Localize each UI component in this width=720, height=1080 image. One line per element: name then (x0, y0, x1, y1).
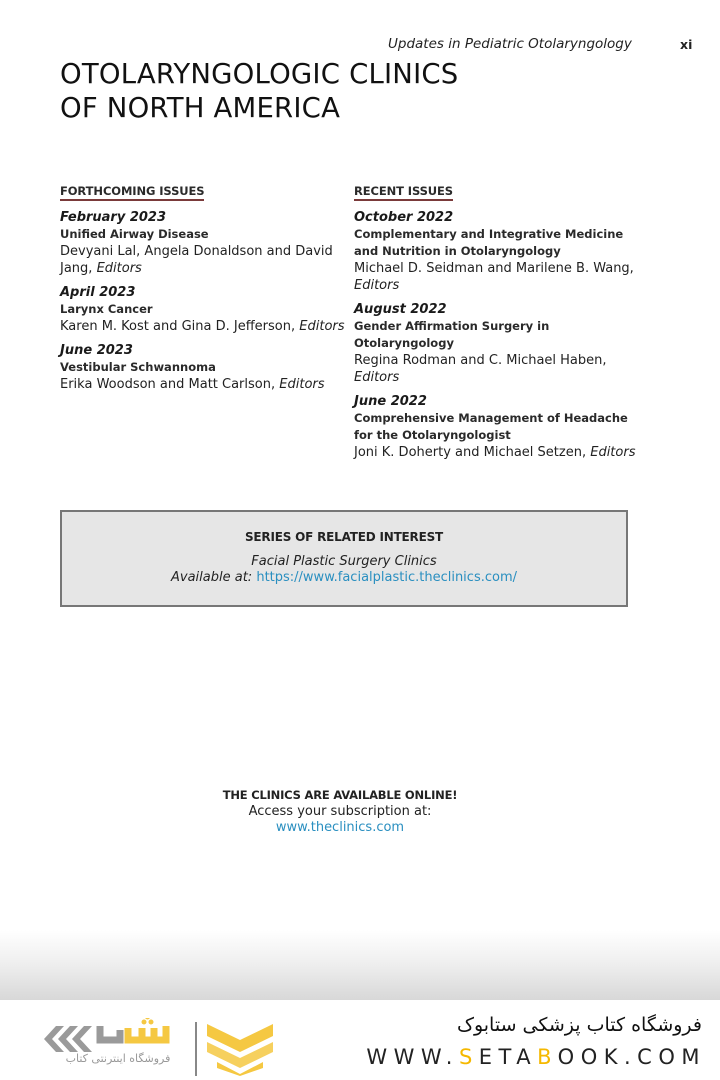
page-number: xi (680, 37, 693, 52)
journal-title-line1: OTOLARYNGOLOGIC CLINICS (60, 58, 459, 90)
related-series-name: Facial Plastic Surgery Clinics (251, 554, 437, 569)
related-heading: SERIES OF RELATED INTEREST (244, 530, 444, 544)
issue-date: August 2022 (354, 302, 447, 317)
issue-item (354, 209, 644, 294)
issue-editors (354, 260, 644, 294)
editors-label: Editors (299, 319, 345, 334)
issue-item (60, 342, 345, 393)
editor-names: Erika Woodson and Matt Carlson, (60, 377, 276, 392)
issue-date: June 2023 (60, 343, 133, 358)
issue-title: Unified Airway Disease (60, 227, 209, 241)
online-heading: THE CLINICS ARE AVAILABLE ONLINE! (222, 788, 458, 802)
store-footer-banner (0, 1000, 720, 1080)
issue-title: Complementary and Integrative Medicine and Nutrition in Otolaryngology (354, 227, 624, 258)
store-url[interactable] (366, 1045, 706, 1069)
editors-label: Editors (354, 278, 400, 293)
online-availability (0, 788, 680, 835)
logo-divider (195, 1022, 197, 1076)
issue-item (60, 209, 345, 277)
setabook-wordmark-icon (96, 1018, 216, 1052)
logo-subtitle: فروشگاه اینترنتی کتاب (65, 1052, 171, 1065)
issue-date: October 2022 (354, 210, 454, 225)
issue-date: April 2023 (60, 285, 136, 300)
url-part: OOK.COM (557, 1045, 706, 1069)
issue-title: Gender Affirmation Surgery in Otolaryngology (354, 319, 550, 350)
issue-editors (60, 376, 345, 393)
issue-editors (354, 352, 644, 386)
issue-title: Comprehensive Management of Headache for the Otolaryngologist (354, 411, 628, 442)
url-part: WWW. (366, 1045, 459, 1069)
editor-names: Regina Rodman and C. Michael Haben, (354, 353, 607, 368)
available-label: Available at: (171, 570, 253, 585)
editors-label: Editors (590, 445, 636, 460)
forthcoming-issues-column (60, 180, 345, 400)
issue-item (354, 393, 644, 461)
issue-item (354, 301, 644, 386)
editor-names: Karen M. Kost and Gina D. Jefferson, (60, 319, 296, 334)
related-availability (62, 570, 626, 585)
online-access-text: Access your subscription at: (248, 804, 432, 819)
page-bottom-shadow (0, 930, 720, 1000)
issue-item (60, 284, 345, 335)
editor-names: Joni K. Doherty and Michael Setzen, (354, 445, 587, 460)
issue-date: February 2023 (60, 210, 167, 225)
issue-date: June 2022 (354, 394, 427, 409)
url-accent-letter: B (537, 1045, 558, 1069)
issue-title: Vestibular Schwannoma (60, 360, 216, 374)
url-part: ETA (478, 1045, 538, 1069)
editor-names: Michael D. Seidman and Marilene B. Wang, (354, 261, 634, 276)
setabook-emblem-icon (205, 1022, 275, 1076)
running-head: Updates in Pediatric Otolaryngology (388, 36, 632, 52)
issue-title: Larynx Cancer (60, 302, 153, 316)
recent-heading: RECENT ISSUES (354, 184, 453, 201)
issue-editors (354, 444, 644, 461)
theclinics-link[interactable]: www.theclinics.com (275, 820, 405, 835)
editor-names: Devyani Lal, Angela Donaldson and David Jang, (60, 244, 333, 276)
editors-label: Editors (279, 377, 325, 392)
facialplastic-link[interactable]: https://www.facialplastic.theclinics.com/ (256, 570, 517, 585)
editors-label: Editors (354, 370, 400, 385)
journal-title (60, 57, 458, 125)
issue-editors (60, 318, 345, 335)
url-accent-letter: S (458, 1045, 479, 1069)
journal-title-line2: OF NORTH AMERICA (60, 92, 341, 124)
double-chevron-icon (36, 1024, 96, 1054)
editors-label: Editors (96, 261, 142, 276)
issue-editors (60, 243, 345, 277)
recent-issues-column (354, 180, 644, 468)
store-name-persian: فروشگاه کتاب پزشکی ستابوک (456, 1014, 702, 1036)
forthcoming-heading: FORTHCOMING ISSUES (60, 184, 204, 201)
related-series-box (60, 510, 628, 607)
